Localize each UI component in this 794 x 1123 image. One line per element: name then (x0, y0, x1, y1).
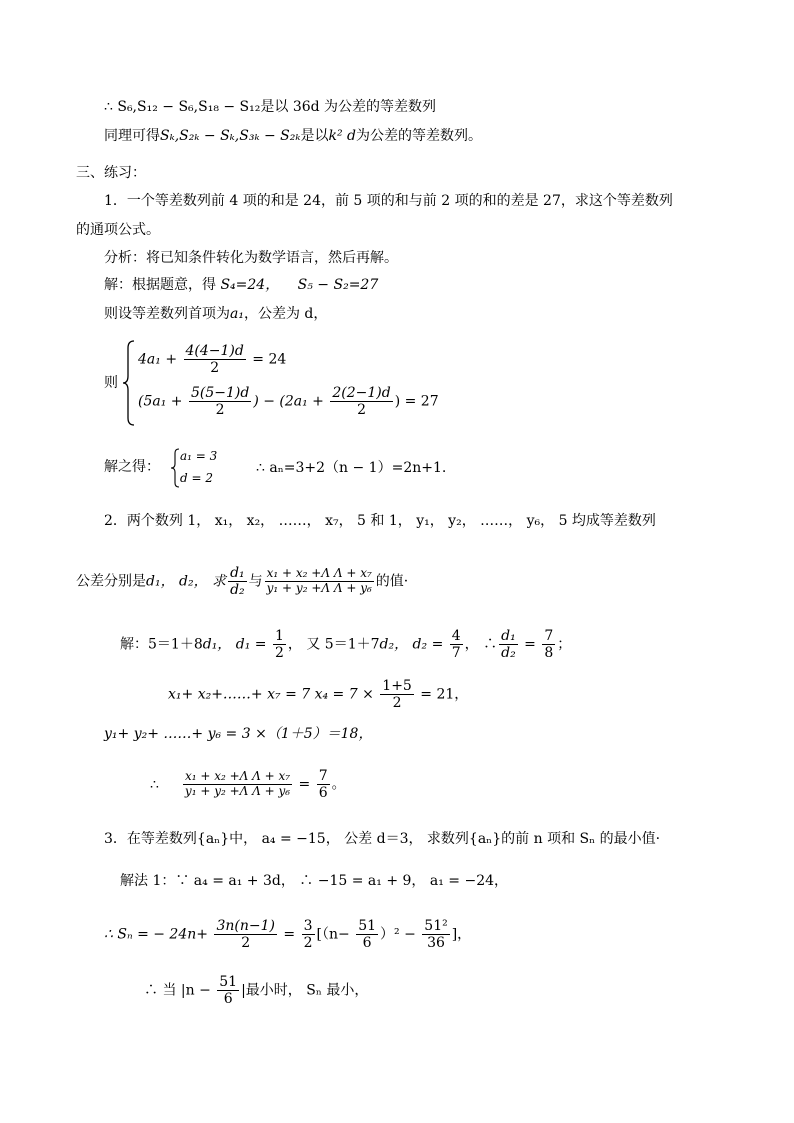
first-term: a₁ (230, 306, 244, 322)
let-text: 则设等差数列首项为 (104, 306, 230, 322)
section-title: 三、练习： (76, 165, 146, 181)
let-text: ，公差为 d， (243, 306, 328, 322)
fraction (189, 385, 251, 418)
solution-text: 解法 1：∵ a₄ = a₁ + 3d， ∴ −15 = a₁ + 9， a₁ = −24， (120, 873, 509, 889)
final-ratio-line (150, 768, 346, 801)
fraction (380, 678, 414, 711)
denominator: 2 (215, 402, 225, 419)
denominator: 2 (274, 645, 284, 662)
text: |最小时， Sₙ 最小， (241, 982, 369, 999)
text: y₁+ y₂+ ……+ y₆ = 3 ×（1＋5）＝18， (104, 726, 373, 742)
denominator: 2 (357, 402, 366, 419)
denominator: y₁ + y₂ +Λ Λ + y₆ (266, 581, 372, 596)
denominator: 2 (303, 935, 313, 952)
fraction (217, 974, 239, 1007)
numerator: 3 (303, 918, 313, 934)
eq-part: 4a₁ + (138, 351, 182, 368)
denominator: 2 (210, 360, 220, 377)
sum-terms: Sₖ,S₂ₖ − Sₖ,S₃ₖ − S₂ₖ (160, 128, 301, 144)
text: ， ∴ (464, 636, 498, 653)
numerator: 4 (451, 628, 461, 644)
fraction (265, 567, 374, 596)
numerator: x₁ + x₂ +Λ Λ + x₇ (265, 567, 374, 582)
denominator: 6 (318, 785, 328, 802)
solve-text: 解之得： (104, 459, 160, 475)
text: 为公差的等差数列。 (356, 128, 483, 144)
fraction (499, 628, 518, 661)
fraction (317, 768, 330, 801)
d-value: d = 2 (180, 471, 213, 485)
sn-expression-line (104, 918, 471, 951)
solve-label (104, 460, 160, 474)
numerator: x₁ + x₂ +Λ Λ + x₇ (183, 770, 292, 785)
denominator: d₂ (501, 645, 516, 662)
text: = (294, 776, 315, 793)
fraction (228, 565, 247, 598)
fraction (542, 628, 555, 661)
let-line (104, 307, 327, 321)
general-term-result (256, 461, 446, 475)
text: [（n− (316, 926, 355, 943)
y-sum-line (104, 727, 372, 741)
numerator: 1 (274, 628, 284, 644)
eq-part: ) = 27 (394, 393, 439, 410)
problem-text: 2．两个数列 1， x₁， x₂， ……， x₇， 5 和 1， y₁， y₂， ……， y₆， 5 均成等差数列 (104, 513, 656, 529)
fraction (356, 918, 378, 951)
fraction (302, 918, 315, 951)
solution-text: 解：根据题意，得 (104, 277, 216, 293)
equation-1 (138, 343, 286, 376)
denominator: 7 (451, 645, 461, 662)
text: = (519, 636, 541, 653)
solution-line (104, 278, 378, 292)
equation-2 (138, 385, 439, 418)
numerator: 4(4−1)d (185, 343, 244, 359)
text: x₁+ x₂+……+ x₇ = 7 x₄ = 7 × (168, 686, 379, 703)
analysis-text: 分析：将已知条件转化为数学语言，然后再解。 (104, 250, 398, 266)
therefore-symbol: ∴ (150, 776, 159, 793)
fraction (183, 770, 292, 799)
problem-3-solution-1 (120, 874, 508, 888)
numerator: 1+5 (382, 678, 412, 694)
text-line (104, 100, 436, 114)
denominator: 6 (362, 935, 372, 952)
text: 解：5＝1＋8 (120, 636, 203, 653)
result-text: ∴ aₙ=3+2（n − 1）=2n+1. (256, 460, 447, 476)
denominator: 36 (427, 935, 445, 952)
text: d₂， d₂ = (379, 636, 448, 653)
text-line (104, 129, 482, 143)
minimum-condition-line (144, 974, 368, 1007)
problem-1-line-1 (104, 194, 673, 208)
numerator: 51 (358, 918, 377, 934)
problem-text: 1．一个等差数列前 4 项的和是 24，前 5 项的和与前 2 项的和的差是 27，求这个等差数列 (104, 193, 673, 209)
s4-value: S₄=24， (220, 277, 280, 293)
problem-2-solution (120, 628, 571, 661)
text: 与 (248, 573, 263, 590)
sys-eq-2 (180, 472, 213, 484)
numerator: d₁ (230, 565, 245, 581)
text: ； (557, 636, 572, 653)
text: d₁， d₁ = (202, 636, 271, 653)
numerator: 3n(n−1) (216, 918, 275, 934)
k-squared: k² d (328, 128, 357, 144)
numerator: 7 (318, 768, 328, 784)
text: 公差分别是 (76, 573, 146, 590)
text: = 21， (415, 686, 469, 703)
denominator: y₁ + y₂ +Λ Λ + y₆ (184, 784, 291, 799)
fraction (214, 918, 277, 951)
problem-text: 3．在等差数列{aₙ}中， a₄ = −15， 公差 d＝3， 求数列{aₙ}的前 n 项和 Sₙ 的最小值· (104, 831, 661, 847)
section-heading (76, 166, 146, 180)
text: 的值· (375, 573, 409, 590)
numerator: 5(5−1)d (190, 385, 250, 401)
problem-3-line (104, 832, 660, 846)
text: ∴ 当 |n − (144, 982, 216, 999)
numerator: 51 (219, 974, 238, 990)
x-sum-line (168, 678, 468, 711)
text: 同理可得 (104, 128, 160, 144)
a1-value: a₁ = 3 (180, 449, 218, 463)
left-brace (122, 340, 136, 426)
problem-text: 的通项公式。 (76, 222, 160, 238)
text: d₁， d₂， 求 (146, 573, 227, 590)
denominator: 2 (392, 695, 402, 712)
text: 。 (331, 776, 346, 793)
numerator: 2(2−1)d (332, 385, 391, 401)
numerator: 7 (544, 628, 554, 644)
denominator: 6 (223, 991, 233, 1008)
problem-1-line-2 (76, 223, 160, 237)
sys-eq-1 (180, 450, 217, 462)
numerator: d₁ (501, 628, 516, 644)
text: ]， (451, 926, 472, 943)
fraction (450, 628, 463, 661)
text: ， 又 5＝1＋7 (287, 636, 380, 653)
s6-difference-statement: ∴ S₆,S₁₂ − S₆,S₁₈ − S₁₂是以 36d 为公差的等差数列 (104, 99, 437, 115)
eq-part: ) − (2a₁ + (253, 393, 329, 410)
fraction (273, 628, 286, 661)
numerator: 51² (424, 918, 448, 934)
problem-2-line-1 (104, 514, 656, 528)
small-brace (170, 448, 180, 488)
then-text: 则 (104, 375, 118, 391)
text: = (278, 926, 300, 943)
fraction (422, 918, 449, 951)
s5-minus-s2: S₅ − S₂=27 (297, 277, 379, 293)
eq-part: (5a₁ + (138, 393, 187, 410)
fraction (330, 385, 392, 418)
text: 是以 (300, 128, 329, 144)
then-label (104, 376, 118, 390)
problem-2-line-2 (76, 565, 408, 598)
text: ∴ Sₙ = − 24n+ (104, 926, 213, 943)
denominator: d₂ (230, 582, 245, 599)
eq-part: = 24 (247, 351, 287, 368)
analysis-line (104, 251, 398, 265)
fraction (184, 343, 246, 376)
denominator: 8 (544, 645, 554, 662)
denominator: 2 (241, 935, 251, 952)
text: ）² − (380, 926, 421, 943)
